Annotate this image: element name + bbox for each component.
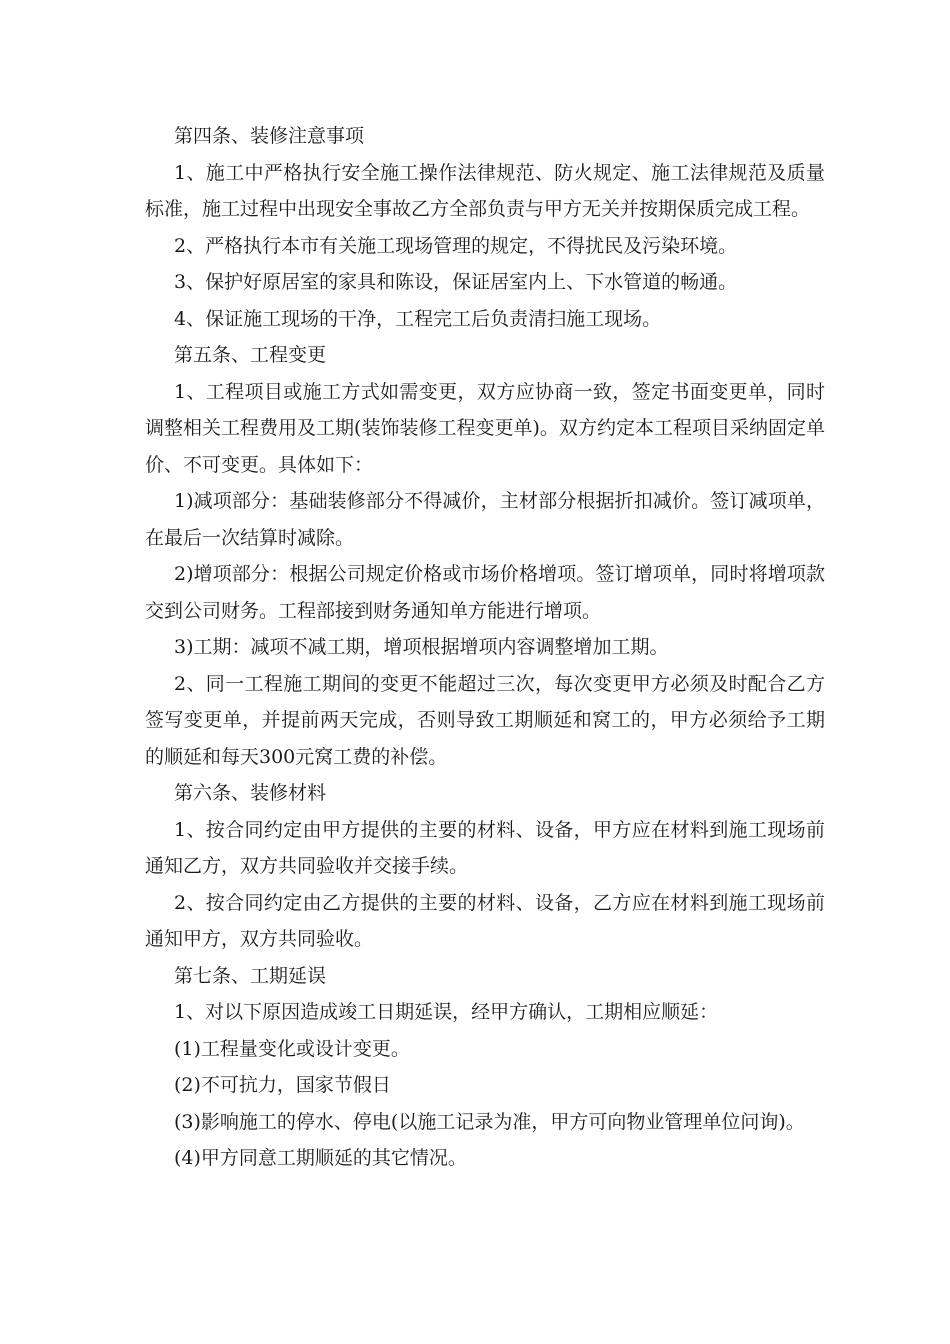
section-heading: 第七条、工期延误 [174,964,327,987]
list-item: (2)不可抗力，国家节假日 [174,1074,391,1096]
paragraph: 3、保护好原居室的家具和陈设，保证居室内上、下水管道的畅通。 [174,271,738,293]
section-heading: 第六条、装修材料 [174,782,327,804]
paragraph: 1)减项部分：基础装修部分不得减价，主材部分根据折扣减价。签订减项单，在最后一次结算时减除。 [145,490,825,549]
paragraph: 2、按合同约定由乙方提供的主要的材料、设备，乙方应在材料到施工现场前通知甲方，双方共同验收。 [145,891,825,950]
paragraph: 1、按合同约定由甲方提供的主要的材料、设备，甲方应在材料到施工现场前通知乙方，双方共同验收并交接手续。 [145,818,825,877]
paragraph: 3)工期：减项不减工期，增项根据增项内容调整增加工期。 [174,636,669,658]
list-item: (4)甲方同意工期顺延的其它情况。 [174,1147,467,1169]
section-heading: 第四条、装修注意事项 [174,125,365,147]
paragraph: 1、对以下原因造成竣工日期延误，经甲方确认，工期相应顺延： [174,1001,719,1023]
section-heading: 第五条、工程变更 [174,344,327,366]
paragraph: 1、工程项目或施工方式如需变更，双方应协商一致，签定书面变更单，同时调整相关工程费用及工期(装饰装修工程变更单)。双方约定本工程项目采纳固定单价、不可变更。具体如下： [145,380,825,476]
paragraph: 2、严格执行本市有关施工现场管理的规定，不得扰民及污染环境。 [174,234,738,257]
document-body [145,118,825,1177]
paragraph: 2、同一工程施工期间的变更不能超过三次，每次变更甲方必须及时配合乙方签写变更单，并提前两天完成，否则导致工期顺延和窝工的，甲方必须给予工期的顺延和每天300元窝工费的补偿。 [145,672,825,768]
paragraph: 2)增项部分：根据公司规定价格或市场价格增项。签订增项单，同时将增项款交到公司财务。工程部接到财务通知单方能进行增项。 [145,563,825,622]
paragraph: 4、保证施工现场的干净，工程完工后负责清扫施工现场。 [174,307,662,330]
paragraph: 1、施工中严格执行安全施工操作法律规范、防火规定、施工法律规范及质量标准，施工过程中出现安全事故乙方全部负责与甲方无关并按期保质完成工程。 [145,161,825,220]
list-item: (1)工程量变化或设计变更。 [174,1037,410,1060]
list-item: (3)影响施工的停水、停电(以施工记录为准，甲方可向物业管理单位问询)。 [174,1110,805,1133]
